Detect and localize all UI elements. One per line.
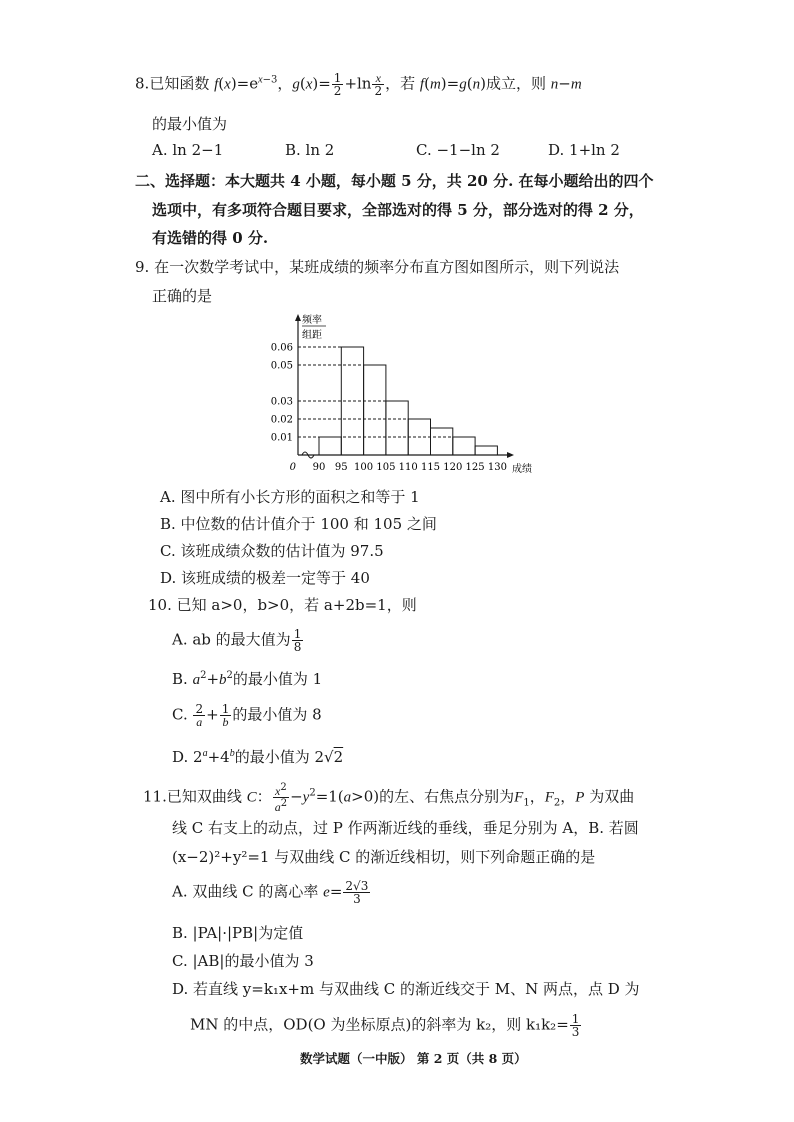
x-axis-arrow — [507, 452, 514, 458]
q9-option-d: D. 该班成绩的极差一定等于 40 — [160, 569, 370, 587]
x-tick-label: 105 — [376, 462, 396, 473]
y-axis-arrow — [295, 314, 301, 321]
y-tick-label: 0.06 — [270, 342, 293, 354]
histogram-bar — [386, 401, 408, 455]
page-footer: 数学试题（一中版） 第 2 页（共 8 页） — [300, 1051, 527, 1066]
x-tick-label: 115 — [420, 462, 441, 473]
q8-stem-2: 的最小值为 — [152, 115, 228, 133]
y-tick-label: 0.02 — [270, 414, 293, 426]
q11-option-d-2: MN 的中点，OD(O 为坐标原点)的斜率为 k₂，则 k₁k₂= $\frac{1}{3}$ — [190, 1012, 580, 1039]
q10-option-d: D. $2^a+4^b$的最小值为 2√2 — [172, 748, 344, 766]
x-axis-label: 成绩 — [512, 464, 532, 475]
histogram-bar — [453, 437, 475, 455]
section2-line3: 有选错的得 0 分. — [152, 229, 269, 247]
x-tick-label: 130 — [487, 462, 507, 473]
q11-option-c: C. |AB|的最小值为 3 — [172, 952, 314, 970]
y-tick-label: 0.05 — [270, 360, 293, 372]
q10-option-c: C. $\frac{2}{a}$ + $\frac{1}{b}$ 的最小值为 8 — [172, 702, 322, 729]
x-tick-label: 95 — [334, 462, 348, 473]
x-tick-label: 125 — [465, 462, 485, 473]
y-tick-label: 0.01 — [270, 432, 293, 444]
q11-stem-3: (x−2)²+y²=1 与双曲线 C 的渐近线相切，则下列命题正确的是 — [172, 848, 596, 866]
x-tick-label: 120 — [443, 462, 463, 473]
q11-option-b: B. |PA|·|PB|为定值 — [172, 924, 304, 942]
q10-option-b: B. $a^2+b^2$的最小值为 1 — [172, 670, 323, 688]
q11-stem-1: 11.已知双曲线 C： $\frac{x^2}{a^2}$ $-y^2=1(a>0)$的左、右焦点分别为$F_1$，$F_2$，P 为双曲 — [143, 782, 635, 814]
q9-option-c: C. 该班成绩众数的估计值为 97.5 — [160, 542, 384, 560]
x-tick-label: 90 — [312, 462, 326, 473]
q9-stem-1: 9. 在一次数学考试中，某班成绩的频率分布直方图如图所示，则下列说法 — [135, 258, 620, 276]
histogram-bar — [364, 365, 386, 455]
section2-line2: 选项中，有多项符合题目要求，全部选对的得 5 分，部分选对的得 2 分， — [152, 201, 644, 219]
histogram-bar — [431, 428, 453, 455]
q8-option-c: C. −1−ln 2 — [416, 141, 500, 159]
y-axis-label-top: 频率 — [302, 315, 322, 326]
frequency-histogram — [262, 310, 552, 475]
x-tick-label: 110 — [398, 462, 418, 473]
histogram-bar — [475, 446, 497, 455]
q8-stem: 8.已知函数 $f(x)=e^{x-3}$，g(x)= $\frac{1}{2}$ +ln $\frac{x}{2}$ ，若 f(m)=g(n)成立，则 n−m — [135, 71, 582, 98]
q11-stem-2: 线 C 右支上的动点，过 P 作两渐近线的垂线，垂足分别为 A，B. 若圆 — [172, 819, 639, 837]
y-axis-label-bottom: 组距 — [302, 330, 322, 341]
q9-option-b: B. 中位数的估计值介于 100 和 105 之间 — [160, 515, 437, 533]
q8-option-b: B. ln 2 — [285, 141, 335, 159]
q9-stem-2: 正确的是 — [152, 287, 213, 305]
q8-option-d: D. 1+ln 2 — [548, 141, 620, 159]
q10-stem: 10. 已知 a>0，b>0，若 a+2b=1，则 — [148, 596, 417, 614]
x-tick-label: 100 — [354, 462, 374, 473]
y-tick-label: 0.03 — [270, 396, 293, 408]
q10-option-a: A. ab 的最大值为 $\frac{1}{8}$ — [172, 627, 302, 654]
q11-option-a: A. 双曲线 C 的离心率 e= $\frac{2√3}{3}$ — [172, 879, 369, 906]
origin-label: 0 — [289, 462, 296, 473]
histogram-bar — [319, 437, 341, 455]
q9-option-a: A. 图中所有小长方形的面积之和等于 1 — [160, 488, 420, 506]
section2-line1: 二、选择题：本大题共 4 小题，每小题 5 分，共 20 分. 在每小题给出的四个 — [135, 172, 654, 190]
q8-option-a: A. ln 2−1 — [152, 141, 224, 159]
q11-option-d-1: D. 若直线 y=k₁x+m 与双曲线 C 的渐近线交于 M、N 两点，点 D 为 — [172, 980, 640, 998]
